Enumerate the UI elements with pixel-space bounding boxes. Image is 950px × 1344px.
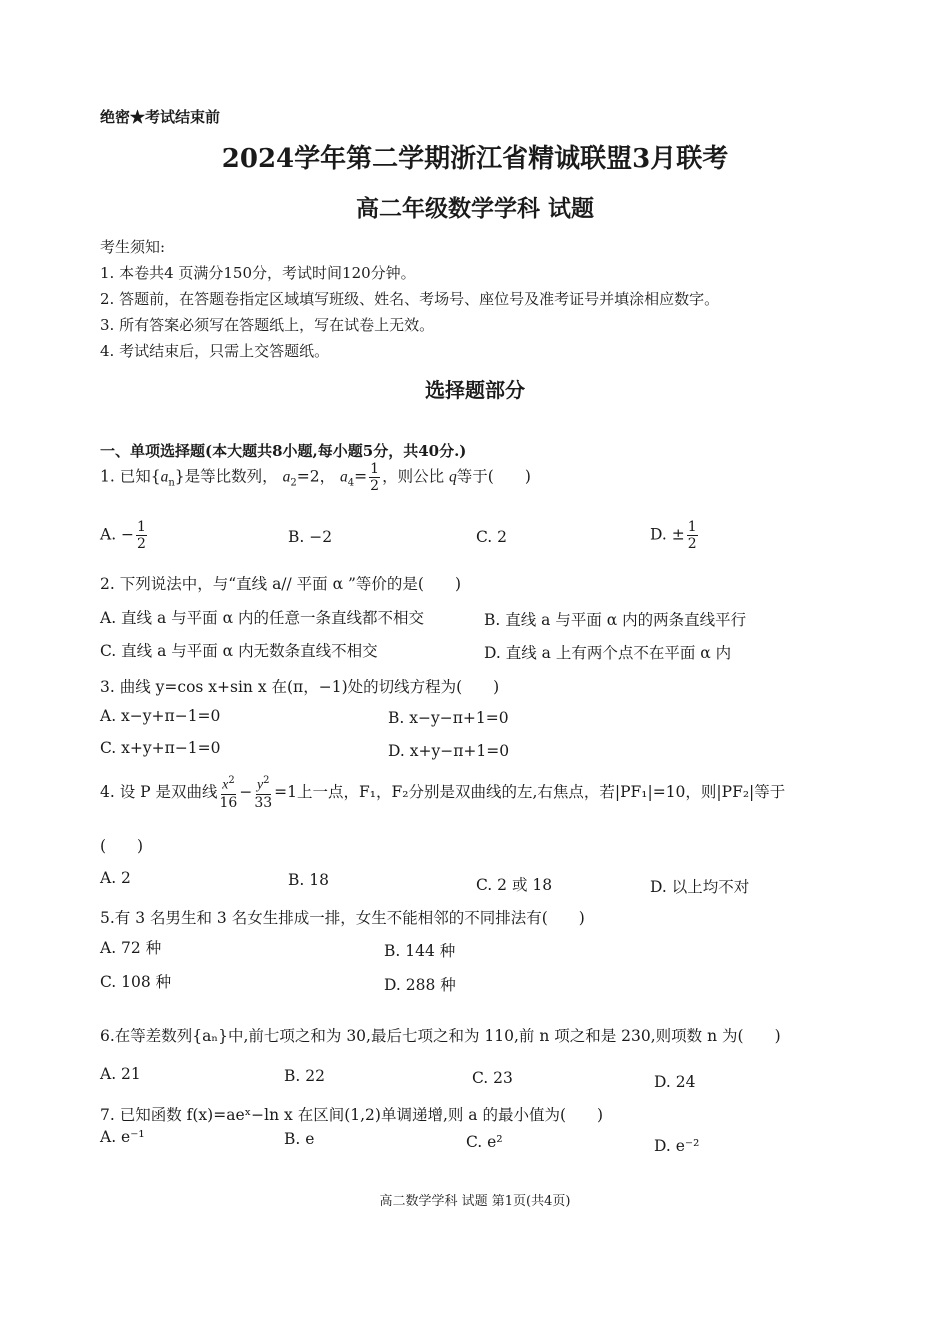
q1-stem-c: ，则公比 — [382, 467, 445, 486]
confidential-label: 绝密★考试结束前 — [100, 108, 221, 126]
q1-half-fraction: $\frac{1}{2}$ — [370, 461, 380, 494]
q6-option-d: D. 24 — [654, 1073, 696, 1091]
q1-stem-a: 1. 已知{ — [100, 467, 161, 486]
q6-option-c: C. 23 — [472, 1069, 513, 1087]
q4-option-c: C. 2 或 18 — [476, 876, 553, 894]
q6-option-a: A. 21 — [100, 1065, 141, 1083]
q3-option-d: D. x+y−π+1=0 — [388, 742, 510, 760]
section-title: 选择题部分 — [425, 378, 525, 402]
q1-seq-var: a — [160, 468, 169, 486]
q7-option-b: B. e — [284, 1130, 315, 1148]
question-4: 4. 设 P 是双曲线 $\frac{x^2}{16}$ − $\frac{y^2}{33}$ =1上一点，F₁，F₂分别是双曲线的左,右焦点，若|PF₁|=10，则|PF₂|等于 — [100, 775, 786, 811]
note-item: 1. 本卷共4 页满分150分，考试时间120分钟。 — [100, 264, 416, 282]
q4-option-b: B. 18 — [288, 871, 329, 889]
q2-option-a: A. 直线 a 与平面 α 内的任意一条直线都不相交 — [100, 609, 424, 627]
q5-option-c: C. 108 种 — [100, 973, 172, 991]
q6-option-b: B. 22 — [284, 1067, 325, 1085]
q5-option-a: A. 72 种 — [100, 939, 162, 957]
q1-option-b: B. −2 — [288, 528, 333, 546]
q7-option-c: C. e² — [466, 1133, 503, 1151]
q2-option-d: D. 直线 a 上有两个点不在平面 α 内 — [484, 644, 732, 662]
q1-option-a: A. − $\frac{1}{2}$ — [100, 519, 146, 552]
q1-option-c: C. 2 — [476, 528, 508, 546]
q1-a2: =2， — [296, 467, 336, 486]
question-6: 6.在等差数列{aₙ}中,前七项之和为 30,最后七项之和为 110,前 n 项之和是 230,则项数 n 为( ) — [100, 1027, 781, 1045]
q1-option-d: D. ± $\frac{1}{2}$ — [650, 519, 697, 552]
note-item: 4. 考试结束后，只需上交答题纸。 — [100, 342, 330, 360]
q2-option-b: B. 直线 a 与平面 α 内的两条直线平行 — [484, 611, 747, 629]
question-2: 2. 下列说法中，与“直线 a// 平面 α ”等价的是( ) — [100, 575, 462, 593]
q4-option-a: A. 2 — [100, 869, 131, 887]
q1-stem-b: }是等比数列， — [174, 467, 278, 486]
note-item: 3. 所有答案必须写在答题纸上，写在试卷上无效。 — [100, 316, 435, 334]
q4-option-d: D. 以上均不对 — [650, 878, 750, 896]
exam-subtitle: 高二年级数学学科 试题 — [355, 195, 594, 222]
q4-fraction-y: $\frac{y^2}{33}$ — [254, 775, 273, 811]
question-5: 5.有 3 名男生和 3 名女生排成一排，女生不能相邻的不同排法有( ) — [100, 909, 585, 927]
question-3: 3. 曲线 y=cos x+sin x 在(π，−1)处的切线方程为( ) — [100, 678, 500, 696]
page-footer: 高二数学学科 试题 第1页(共4页) — [379, 1194, 571, 1209]
q7-option-d: D. e⁻² — [654, 1137, 700, 1155]
q3-option-c: C. x+y+π−1=0 — [100, 739, 221, 757]
q2-option-c: C. 直线 a 与平面 α 内无数条直线不相交 — [100, 642, 378, 660]
note-item: 2. 答题前，在答题卷指定区域填写班级、姓名、考场号、座位号及准考证号并填涂相应数字。 — [100, 290, 720, 308]
q4-paren: ( ) — [100, 837, 144, 855]
question-7: 7. 已知函数 f(x)=aeˣ−ln x 在区间(1,2)单调递增,则 a 的最小值为( ) — [100, 1106, 604, 1124]
q7-option-a: A. e⁻¹ — [100, 1128, 145, 1146]
q4-fraction-x: $\frac{x^2}{16}$ — [219, 775, 238, 811]
q1-a4: = — [354, 467, 368, 486]
exam-title: 2024学年第二学期浙江省精诚联盟3月联考 — [221, 144, 729, 174]
q1-stem-d: 等于( ) — [456, 467, 531, 486]
q5-option-b: B. 144 种 — [384, 942, 456, 960]
question-1: 1. 已知$\{a_n\}$是等比数列， $a_2=2$， $a_4=$ $\frac{1}{2}$ ，则公比 q等于( ) — [100, 461, 531, 494]
q5-option-d: D. 288 种 — [384, 976, 456, 994]
q3-option-a: A. x−y+π−1=0 — [100, 707, 221, 725]
notes-heading: 考生须知: — [100, 238, 166, 256]
q3-option-b: B. x−y−π+1=0 — [388, 709, 509, 727]
part-heading: 一、单项选择题(本大题共8小题,每小题5分，共40分.) — [100, 442, 467, 460]
